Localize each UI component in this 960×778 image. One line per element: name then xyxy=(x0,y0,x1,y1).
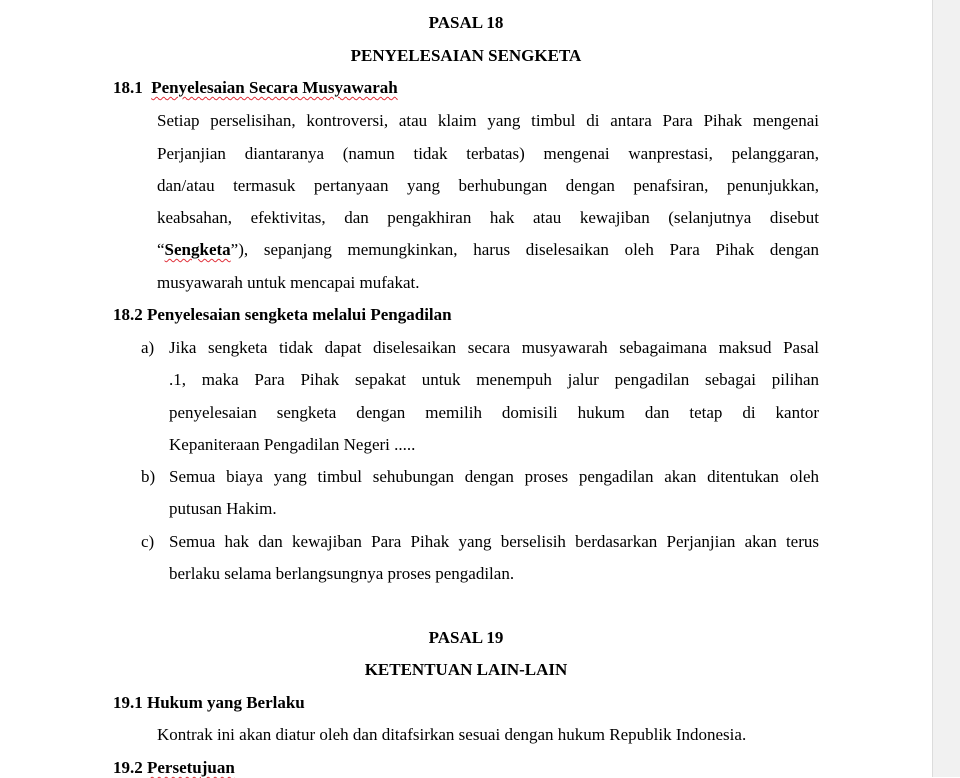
list-marker-b: b) xyxy=(141,467,156,486)
pasal-18-heading: PASAL 18 xyxy=(428,13,504,32)
paragraph-line-defined-term xyxy=(157,240,819,262)
list-item-line: putusan Hakim. xyxy=(169,499,277,518)
vertical-scrollbar[interactable] xyxy=(932,0,960,777)
list-marker-a: a) xyxy=(141,338,155,357)
paragraph-line: Kontrak ini akan diatur oleh dan ditafsirkan sesuai dengan hukum Republik Indonesia. xyxy=(157,725,747,744)
list-item-line: penyelesaian sengketa dengan memilih domisili hukum dan tetap di kantor xyxy=(169,403,819,422)
section-title: Persetujuan xyxy=(147,758,235,777)
section-title: Hukum yang Berlaku xyxy=(147,693,305,712)
section-18-2-heading xyxy=(113,305,452,325)
section-number: 18.2 xyxy=(113,305,143,324)
paragraph-line: Setiap perselisihan, kontroversi, atau klaim yang timbul di antara Para Pihak mengenai xyxy=(157,111,819,130)
section-number: 19.2 xyxy=(113,758,143,777)
list-item-line: berlaku selama berlangsungnya proses pengadilan. xyxy=(169,564,515,583)
defined-term: “Sengketa xyxy=(157,240,231,259)
list-marker-c: c) xyxy=(141,532,155,551)
section-title: Penyelesaian sengketa melalui Pengadilan xyxy=(147,305,452,324)
pasal-19-heading: PASAL 19 xyxy=(428,628,504,647)
section-19-1-heading xyxy=(113,693,305,713)
section-18-1-heading xyxy=(113,78,398,98)
paragraph-line-rest: ”), sepanjang memungkinkan, harus diselesaikan oleh Para Pihak dengan xyxy=(230,240,819,259)
paragraph-line: musyawarah untuk mencapai mufakat. xyxy=(157,273,420,292)
list-item-line: Semua hak dan kewajiban Para Pihak yang berselisih berdasarkan Perjanjian akan terus xyxy=(169,532,819,551)
section-number: 19.1 xyxy=(113,693,143,712)
pasal-19-subheading: KETENTUAN LAIN-LAIN xyxy=(364,660,568,679)
list-item-line: Jika sengketa tidak dapat diselesaikan secara musyawarah sebagaimana maksud Pasal xyxy=(169,338,819,357)
scrollbar-thumb[interactable] xyxy=(940,0,954,777)
paragraph-line: Perjanjian diantaranya (namun tidak terbatas) mengenai wanprestasi, pelanggaran, xyxy=(157,144,819,163)
list-item-line: Kepaniteraan Pengadilan Negeri ..... xyxy=(169,435,416,454)
list-item-line: .1, maka Para Pihak sepakat untuk menempuh jalur pengadilan sebagai pilihan xyxy=(169,370,819,389)
section-number: 18.1 xyxy=(113,78,143,97)
paragraph-line: dan/atau termasuk pertanyaan yang berhubungan dengan penafsiran, penunjukkan, xyxy=(157,176,819,195)
list-item-line: Semua biaya yang timbul sehubungan dengan proses pengadilan akan ditentukan oleh xyxy=(169,467,819,486)
section-title: Penyelesaian Secara Musyawarah xyxy=(151,78,398,97)
paragraph-line: keabsahan, efektivitas, dan pengakhiran hak atau kewajiban (selanjutnya disebut xyxy=(157,208,819,227)
pasal-18-subheading: PENYELESAIAN SENGKETA xyxy=(350,46,582,65)
section-19-2-heading xyxy=(113,758,235,778)
